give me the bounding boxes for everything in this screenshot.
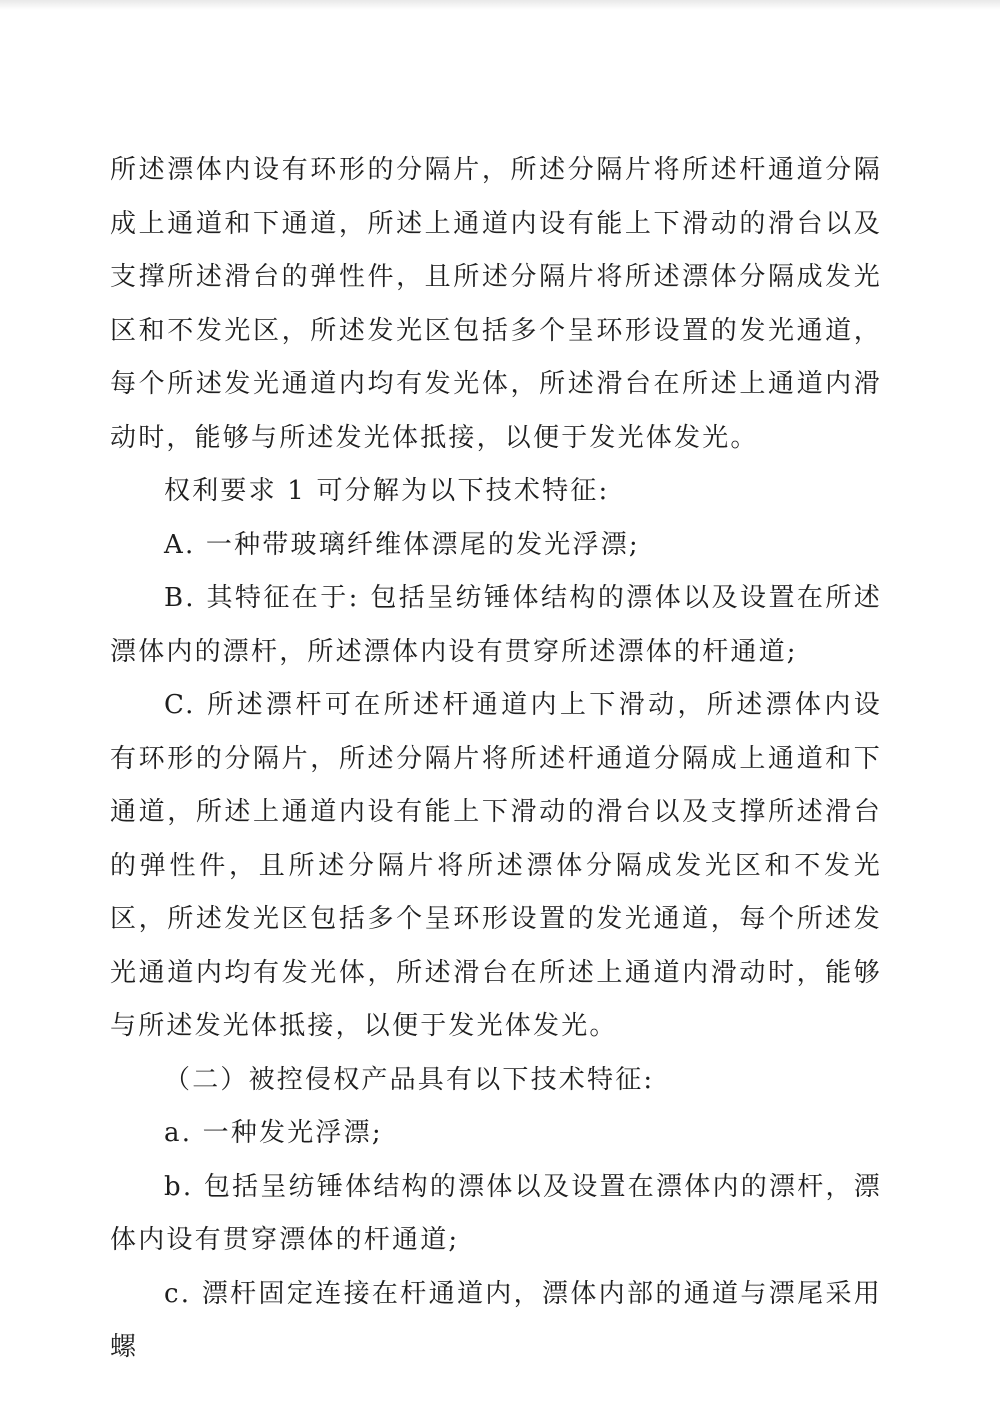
paragraph-feature-b: B. 其特征在于: 包括呈纺锤体结构的漂体以及设置在所述漂体内的漂杆，所述漂体内设有贯穿所述漂体的杆通道; <box>110 583 882 667</box>
paragraph-feature-a: A. 一种带玻璃纤维体漂尾的发光浮漂; <box>164 529 640 560</box>
paragraph-claim-decomposition-intro: 权利要求 1 可分解为以下技术特征: <box>164 476 610 506</box>
document-body <box>110 144 882 1375</box>
paragraph-claim-continuation: 所述漂体内设有环形的分隔片，所述分隔片将所述杆通道分隔成上通道和下通道，所述上通道内设有能上下滑动的滑台以及支撑所述滑台的弹性件，且所述分隔片将所述漂体分隔成发光区和不发光区，所述发光区包括多个呈环形设置的发光通道，每个所述发光通道内均有发光体，所述滑台在所述上通道内滑动时，能够与所述发光体抵接，以便于发光体发光。 <box>110 155 882 453</box>
paragraph-accused-feature-c: c. 漂杆固定连接在杆通道内，漂体内部的通道与漂尾采用螺 <box>110 1278 882 1362</box>
section-heading-accused-product: （二）被控侵权产品具有以下技术特征: <box>164 1064 655 1095</box>
scan-edge-shadow <box>0 0 1000 10</box>
paragraph-accused-feature-b: b. 包括呈纺锤体结构的漂体以及设置在漂体内的漂杆，漂体内设有贯穿漂体的杆通道; <box>110 1171 882 1255</box>
paragraph-accused-feature-a: a. 一种发光浮漂; <box>164 1118 383 1148</box>
paragraph-feature-c: C. 所述漂杆可在所述杆通道内上下滑动，所述漂体内设有环形的分隔片，所述分隔片将所述杆通道分隔成上通道和下通道，所述上通道内设有能上下滑动的滑台以及支撑所述滑台的弹性件，且所述分隔片将所述漂体分隔成发光区和不发光区，所述发光区包括多个呈环形设置的发光通道，每个所述发光通道内均有发光体，所述滑台在所述上通道内滑动时，能够与所述发光体抵接，以便于发光体发光。 <box>110 690 882 1041</box>
